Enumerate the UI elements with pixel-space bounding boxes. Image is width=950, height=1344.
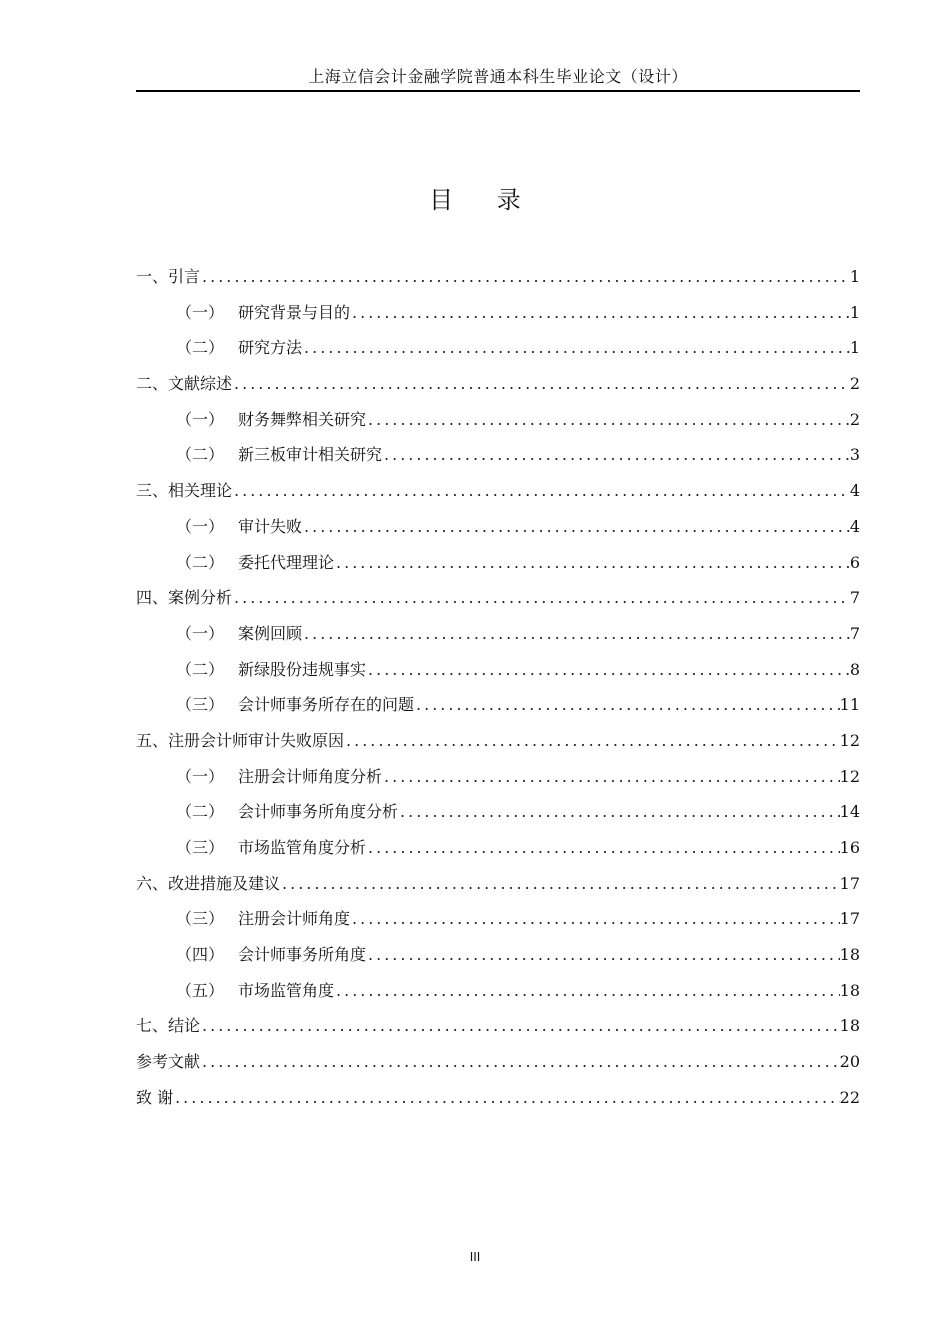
toc-entry-page: 2 [849, 409, 860, 429]
toc-entry-title: 致 谢 [136, 1087, 174, 1107]
toc-entry-title: 市场监管角度分析 [238, 838, 367, 857]
toc-entry-title: 委托代理理论 [238, 552, 335, 572]
toc-entry-page: 18 [839, 980, 860, 1000]
toc-entry-page: 7 [849, 588, 860, 608]
toc-entry-title: 三、相关理论 [136, 481, 233, 501]
toc-entry-page: 16 [839, 838, 860, 857]
toc-entry-page: 4 [849, 516, 860, 536]
toc-entry-title: 一、引言 [136, 267, 201, 286]
toc-leader-dots [398, 794, 840, 830]
toc-entry[interactable] [136, 652, 860, 688]
toc-entry-page: 3 [849, 445, 860, 465]
toc-entry-title: 二、文献综述 [136, 374, 233, 394]
toc-entry-title: 注册会计师角度 [238, 909, 351, 929]
toc-entry-page: 11 [839, 695, 860, 715]
toc-entry-title: 四、案例分析 [136, 588, 233, 608]
toc-entry-title: 注册会计师角度分析 [238, 766, 383, 786]
page-header: 上海立信会计金融学院普通本科生毕业论文（设计） [136, 64, 860, 92]
toc-entry[interactable] [136, 295, 860, 331]
toc-entry-number: （二） [176, 552, 225, 572]
toc-entry-number: （三） [176, 838, 225, 857]
toc-entry-page: 17 [839, 873, 860, 893]
toc-entry-page: 2 [849, 374, 860, 394]
toc-entry-page: 1 [849, 302, 860, 322]
toc-leader-dots [350, 295, 850, 331]
toc-leader-dots [232, 473, 850, 509]
toc-entry[interactable] [136, 473, 860, 509]
toc-entry[interactable] [136, 1044, 860, 1080]
toc-entry-title: 财务舞弊相关研究 [238, 409, 367, 429]
toc-leader-dots [334, 973, 840, 1009]
toc-entry-page: 17 [839, 909, 860, 929]
toc-entry-number: （一） [176, 516, 225, 536]
toc-leader-dots [200, 1044, 840, 1080]
toc-entry[interactable] [136, 830, 860, 866]
page-number: III [469, 1250, 481, 1264]
toc-entry-page: 1 [849, 267, 860, 286]
toc-entry-title: 案例回顾 [238, 623, 303, 643]
toc-leader-dots [382, 759, 840, 795]
toc-entry[interactable] [136, 866, 860, 902]
toc-entry-title: 市场监管角度 [238, 980, 335, 1000]
toc-entry[interactable] [136, 901, 860, 937]
toc-entry-number: （二） [176, 659, 225, 679]
toc-leader-dots [200, 259, 850, 295]
toc-leader-dots [366, 937, 840, 973]
toc-entry-title: 七、结论 [136, 1016, 201, 1036]
toc-entry[interactable] [136, 509, 860, 545]
page-title: 目 录 [429, 186, 539, 214]
toc-entry-number: （一） [176, 302, 225, 322]
toc-entry-page: 8 [849, 659, 860, 679]
toc-entry-page: 7 [849, 623, 860, 643]
toc-leader-dots [280, 866, 840, 902]
toc-entry[interactable] [136, 937, 860, 973]
toc-entry-title: 会计师事务所存在的问题 [238, 695, 415, 715]
toc-leader-dots [302, 330, 850, 366]
toc-leader-dots [173, 1080, 840, 1116]
toc-leader-dots [334, 545, 850, 581]
toc-entry-number: （一） [176, 623, 225, 643]
toc-leader-dots [302, 509, 850, 545]
toc-entry-number: （二） [176, 338, 225, 358]
toc-entry-number: （二） [176, 802, 225, 822]
toc-entry[interactable] [136, 616, 860, 652]
toc-entry-title: 研究背景与目的 [238, 302, 351, 322]
toc-leader-dots [232, 366, 850, 402]
toc-entry[interactable] [136, 580, 860, 616]
toc-entry-page: 6 [849, 552, 860, 572]
toc-entry-title: 新绿股份违规事实 [238, 659, 367, 679]
toc-entry-page: 18 [839, 1016, 860, 1036]
toc-entry[interactable] [136, 794, 860, 830]
toc-leader-dots [414, 687, 840, 723]
toc-entry-number: （一） [176, 409, 225, 429]
toc-entry-page: 22 [839, 1087, 860, 1107]
toc-entry-page: 18 [839, 945, 860, 965]
toc-entry-number: （五） [176, 980, 225, 1000]
toc-entry-title: 六、改进措施及建议 [136, 873, 281, 893]
toc-leader-dots [200, 1008, 840, 1044]
toc-entry-page: 20 [839, 1052, 860, 1072]
toc-entry-title: 五、注册会计师审计失败原因 [136, 730, 345, 750]
toc-entry[interactable] [136, 759, 860, 795]
toc-entry-page: 12 [839, 766, 860, 786]
toc-leader-dots [232, 580, 850, 616]
toc-entry[interactable] [136, 1008, 860, 1044]
table-of-contents [136, 259, 860, 1116]
toc-entry-number: （三） [176, 695, 225, 715]
toc-entry[interactable] [136, 723, 860, 759]
toc-entry[interactable] [136, 973, 860, 1009]
toc-entry[interactable] [136, 330, 860, 366]
toc-entry[interactable] [136, 402, 860, 438]
toc-leader-dots [366, 830, 840, 866]
toc-entry-number: （四） [176, 945, 225, 965]
toc-entry-page: 4 [849, 481, 860, 501]
toc-leader-dots [366, 402, 850, 438]
toc-entry[interactable] [136, 259, 860, 295]
toc-entry[interactable] [136, 366, 860, 402]
toc-entry-number: （二） [176, 445, 225, 465]
toc-entry-title: 新三板审计相关研究 [238, 445, 383, 465]
toc-entry[interactable] [136, 1080, 860, 1116]
toc-leader-dots [344, 723, 840, 759]
toc-leader-dots [350, 901, 840, 937]
toc-leader-dots [302, 616, 850, 652]
toc-entry-number: （一） [176, 766, 225, 786]
toc-entry-title: 会计师事务所角度分析 [238, 802, 399, 822]
toc-entry-number: （三） [176, 909, 225, 929]
toc-entry-title: 会计师事务所角度 [238, 945, 367, 965]
toc-entry[interactable] [136, 545, 860, 581]
toc-leader-dots [382, 437, 850, 473]
toc-entry-page: 1 [849, 338, 860, 358]
toc-entry-title: 参考文献 [136, 1052, 201, 1072]
toc-entry[interactable] [136, 437, 860, 473]
toc-entry-title: 研究方法 [238, 338, 303, 358]
toc-entry-page: 14 [839, 802, 860, 822]
toc-leader-dots [366, 652, 850, 688]
toc-entry[interactable] [136, 687, 860, 723]
toc-entry-title: 审计失败 [238, 516, 303, 536]
toc-entry-page: 12 [839, 730, 860, 750]
